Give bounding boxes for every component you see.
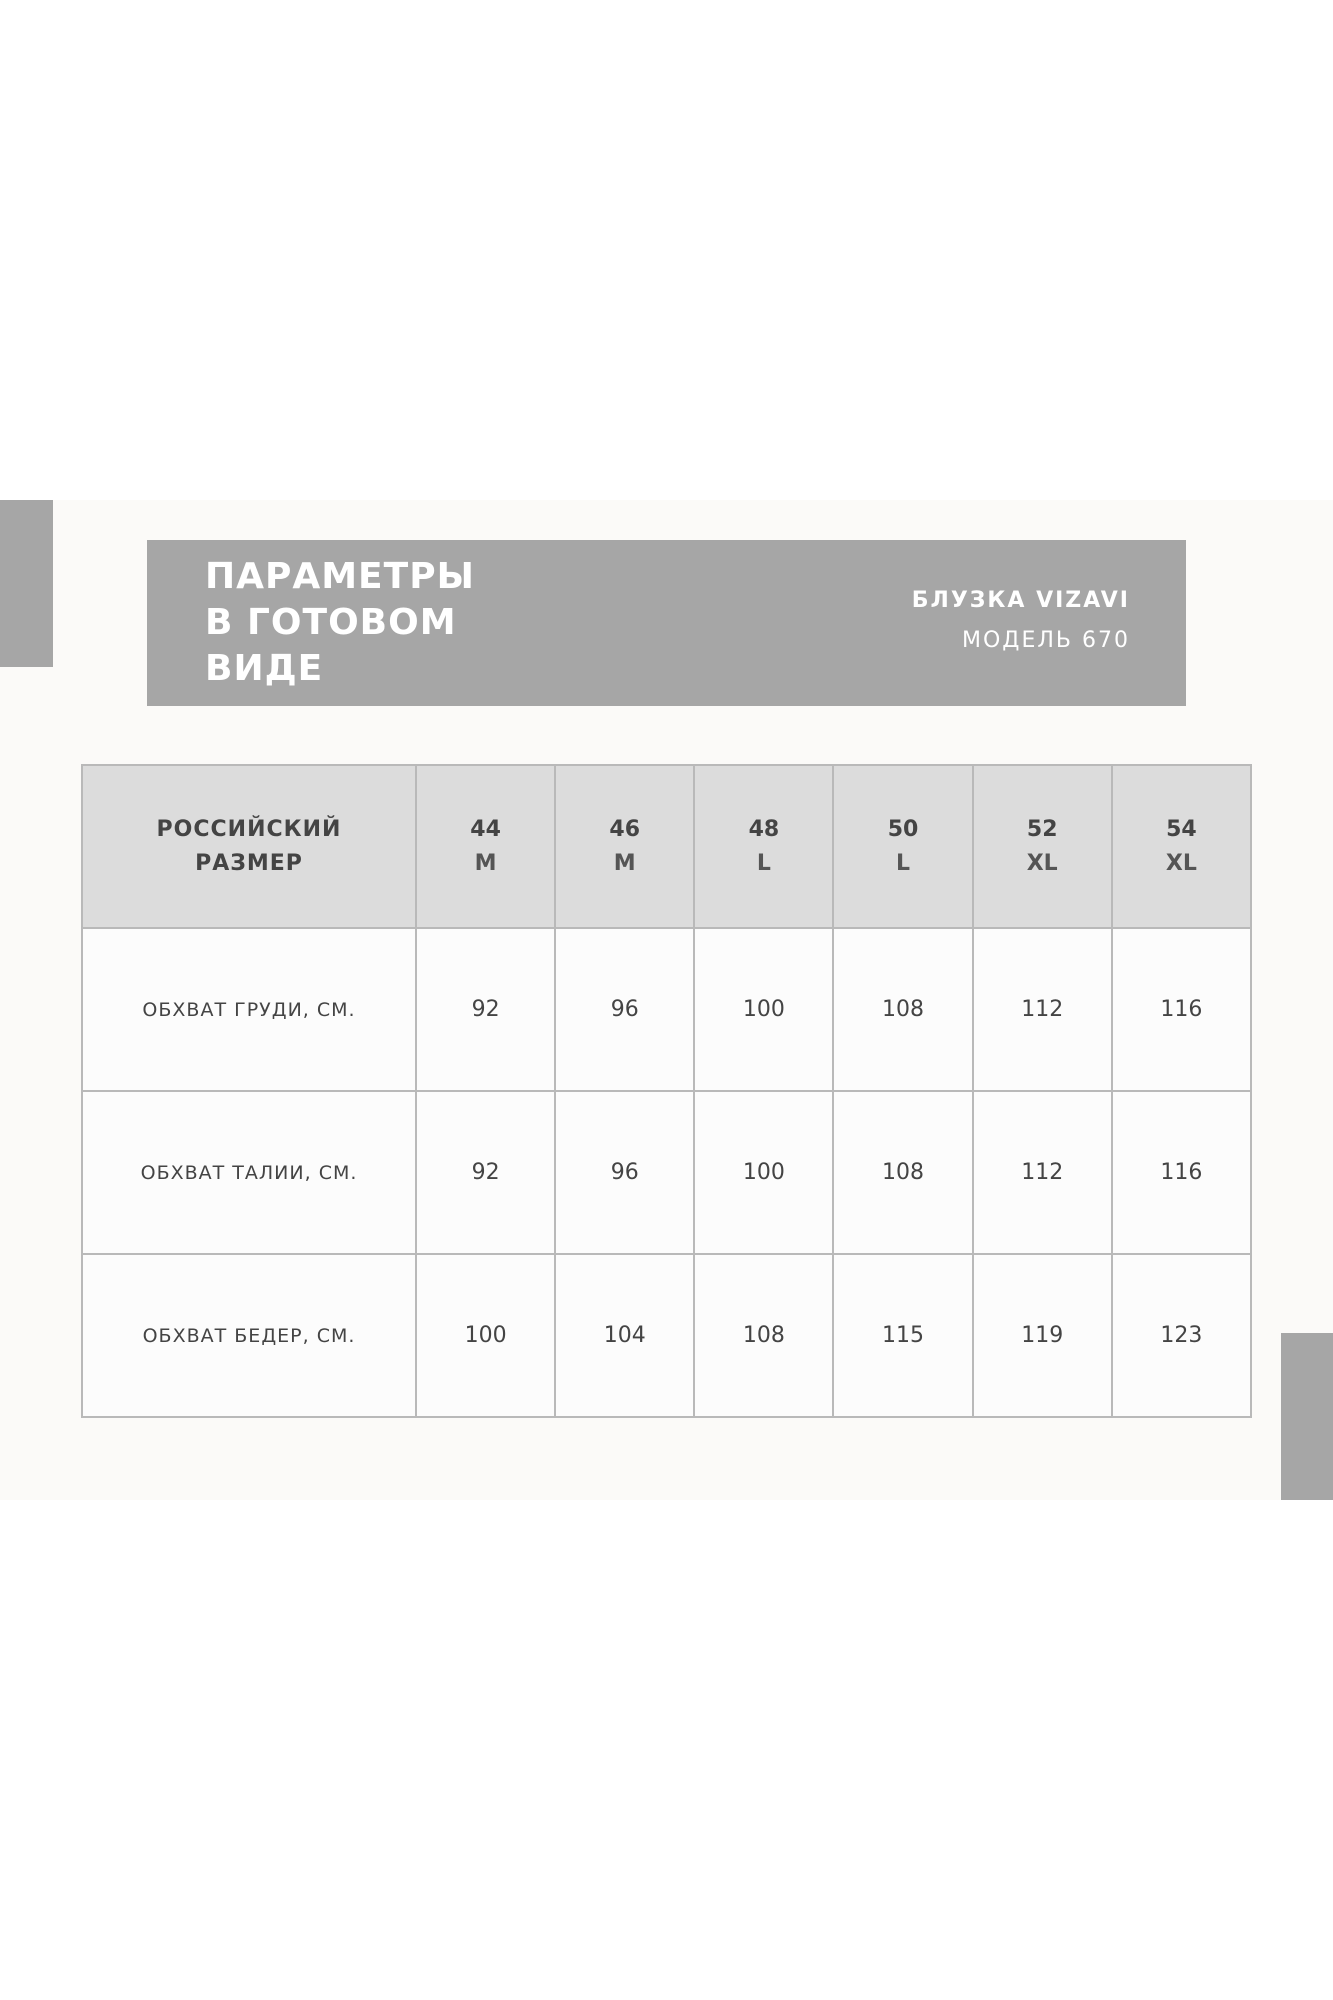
size-letter: L <box>756 850 771 876</box>
page-title-line: ВИДЕ <box>205 648 324 689</box>
table-cell: 96 <box>555 1091 694 1254</box>
size-letter: L <box>896 850 911 876</box>
decorative-tab-right <box>1281 1333 1333 1500</box>
header-label-line: РАЗМЕР <box>195 850 303 876</box>
model-number: МОДЕЛЬ 670 <box>961 628 1130 653</box>
table-cell: 100 <box>694 1091 833 1254</box>
size-letter: XL <box>1165 850 1197 876</box>
table-cell: 92 <box>416 1091 555 1254</box>
header-size-cell <box>416 765 555 928</box>
table-row <box>82 1091 1251 1254</box>
page-title <box>205 554 605 692</box>
header-size-cell <box>555 765 694 928</box>
page-title-line: ПАРАМЕТРЫ <box>205 556 475 597</box>
table-cell: 108 <box>833 928 972 1091</box>
table-cell: 104 <box>555 1254 694 1417</box>
table-cell: 116 <box>1112 1091 1251 1254</box>
table-row <box>82 1254 1251 1417</box>
title-banner <box>147 540 1186 706</box>
header-size-cell <box>973 765 1112 928</box>
size-number: 46 <box>609 816 641 842</box>
header-size-cell <box>833 765 972 928</box>
table-cell: 92 <box>416 928 555 1091</box>
size-letter: M <box>474 850 497 876</box>
size-number: 52 <box>1026 816 1058 842</box>
table-cell: 112 <box>973 928 1112 1091</box>
size-number: 44 <box>470 816 501 842</box>
decorative-tab-left <box>0 500 53 667</box>
table-cell: 108 <box>833 1091 972 1254</box>
product-name: БЛУЗКА VIZAVI <box>911 588 1130 613</box>
table-row <box>82 928 1251 1091</box>
size-number: 50 <box>887 816 919 842</box>
table-cell: 112 <box>973 1091 1112 1254</box>
header-label-line: РОССИЙСКИЙ <box>156 816 342 842</box>
header-size-cell <box>1112 765 1251 928</box>
row-label-hips: ОБХВАТ БЕДЕР, СМ. <box>82 1254 416 1417</box>
size-letter: XL <box>1026 850 1058 876</box>
table-cell: 96 <box>555 928 694 1091</box>
header-label-cell <box>82 765 416 928</box>
table-header-row <box>82 765 1251 928</box>
table-cell: 119 <box>973 1254 1112 1417</box>
page-title-line: В ГОТОВОМ <box>205 602 457 643</box>
row-label-waist: ОБХВАТ ТАЛИИ, СМ. <box>82 1091 416 1254</box>
table-cell: 123 <box>1112 1254 1251 1417</box>
size-number: 48 <box>748 816 780 842</box>
size-table <box>81 764 1252 1418</box>
table-cell: 115 <box>833 1254 972 1417</box>
size-letter: M <box>613 850 636 876</box>
table-cell: 108 <box>694 1254 833 1417</box>
table-cell: 116 <box>1112 928 1251 1091</box>
row-label-bust: ОБХВАТ ГРУДИ, СМ. <box>82 928 416 1091</box>
size-number: 54 <box>1166 816 1197 842</box>
header-size-cell <box>694 765 833 928</box>
table-cell: 100 <box>416 1254 555 1417</box>
table-cell: 100 <box>694 928 833 1091</box>
